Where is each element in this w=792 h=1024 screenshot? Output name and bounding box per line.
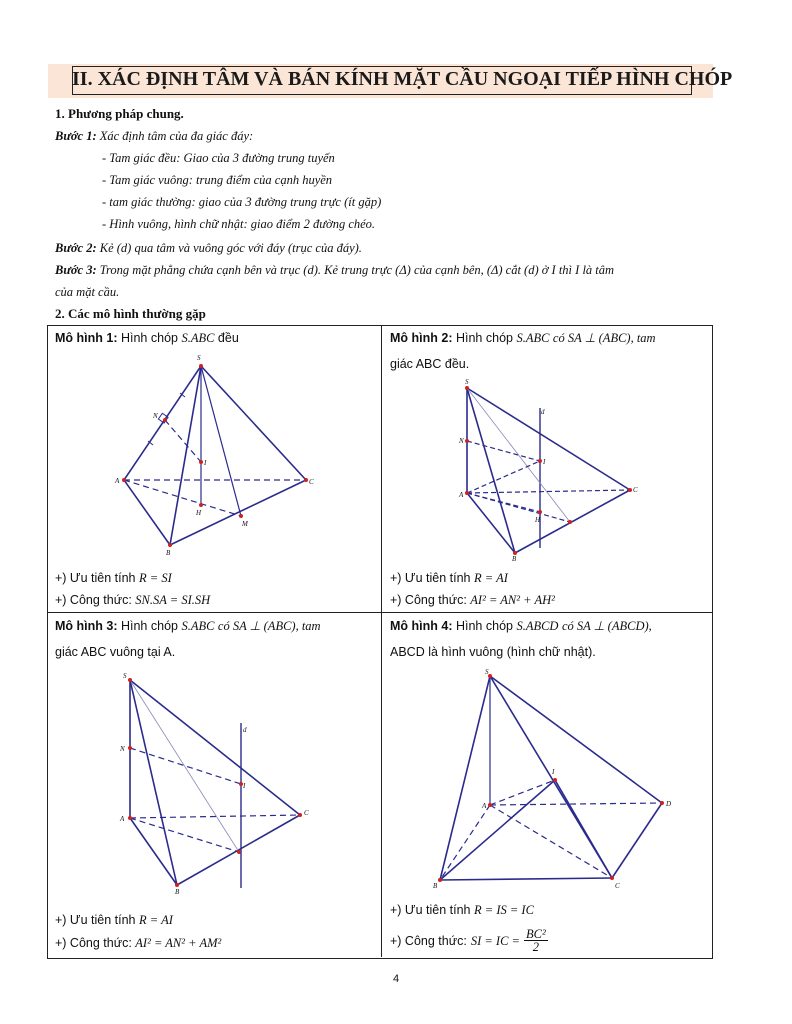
step3-text-b: của mặt cầu. xyxy=(55,285,120,299)
fig2-label-a: A xyxy=(459,491,464,499)
model3-priority xyxy=(55,912,173,928)
model4-desc-line2: ABCD là hình vuông (hình chữ nhật). xyxy=(390,645,596,659)
model4-formula xyxy=(390,928,548,953)
section2-title: 2. Các mô hình thường gặp xyxy=(55,306,206,321)
fig1-label-h: H xyxy=(196,509,202,517)
fig3-label-n: N xyxy=(120,745,125,753)
model3-formula xyxy=(55,935,221,951)
model1-priority-formula: R = SI xyxy=(139,571,172,585)
model3-desc-math: S.ABC xyxy=(181,619,215,633)
model4-label: Mô hình 4: xyxy=(390,619,453,633)
table-divider-vertical xyxy=(381,325,382,957)
fig3-label-b: B xyxy=(175,888,180,896)
fig1-label-n: N xyxy=(153,412,158,420)
fig2-label-i: I xyxy=(543,458,546,466)
model3-priority-prefix: +) Ưu tiên tính xyxy=(55,913,136,927)
model1-desc xyxy=(55,330,239,346)
model1-priority-prefix: +) Ưu tiên tính xyxy=(55,571,136,585)
model1-desc-math: S.ABC xyxy=(181,331,215,345)
fig3-label-d: d xyxy=(243,726,247,734)
model1-formula-prefix: +) Công thức: xyxy=(55,593,132,607)
bullet-4: - Hình vuông, hình chữ nhật: giao điểm 2 đường chéo. xyxy=(102,217,376,231)
fig4-label-s: S xyxy=(485,668,489,676)
model2-desc-a: Hình chóp xyxy=(455,331,513,345)
fig2-label-h: H xyxy=(535,516,541,524)
model4-priority xyxy=(390,902,534,918)
fig2-label-b: B xyxy=(512,555,517,563)
fig3-label-c: C xyxy=(304,809,309,817)
bullet-1: - Tam giác đều: Giao của 3 đường trung tuyến xyxy=(102,151,335,165)
figure-model-1 xyxy=(110,350,330,560)
model2-formula-value: AI² = AN² + AH² xyxy=(470,593,555,607)
model2-desc-math: S.ABC xyxy=(516,331,550,345)
fig2-label-s: S xyxy=(465,378,469,386)
fig4-label-a: A xyxy=(482,802,487,810)
step1-label: Bước 1: xyxy=(55,129,97,143)
model4-desc-math: S.ABCD xyxy=(516,619,559,633)
step3 xyxy=(55,262,614,278)
model3-priority-formula: R = AI xyxy=(139,913,173,927)
fig2-label-c: C xyxy=(633,486,638,494)
model2-priority xyxy=(390,570,508,586)
fig1-label-m: M xyxy=(242,520,248,528)
fig4-label-d: D xyxy=(666,800,672,808)
fig1-label-i: I xyxy=(204,459,207,467)
model3-desc xyxy=(55,618,321,634)
model1-label: Mô hình 1: xyxy=(55,331,118,345)
model3-formula-prefix: +) Công thức: xyxy=(55,936,132,950)
model3-desc-b: có SA ⊥ (ABC), tam xyxy=(217,619,321,633)
bullet-3: - tam giác thường: giao của 3 đường trung trực (ít gặp) xyxy=(102,195,382,209)
step2-label: Bước 2: xyxy=(55,241,97,255)
model4-formula-fraction xyxy=(524,928,548,953)
model4-priority-formula: R = IS = IC xyxy=(474,903,534,917)
step2-text: Kẻ (d) qua tâm và vuông góc với đáy (trục của đáy). xyxy=(99,241,362,255)
fig2-label-n: N xyxy=(459,437,464,445)
fig2-label-d: d xyxy=(541,408,545,416)
page-heading: II. XÁC ĐỊNH TÂM VÀ BÁN KÍNH MẶT CẦU NGOẠI TIẾP HÌNH CHÓP xyxy=(72,68,733,90)
model1-priority xyxy=(55,570,172,586)
fig1-label-b: B xyxy=(166,549,171,557)
step1-text: Xác định tâm của đa giác đáy: xyxy=(99,129,254,143)
model1-desc-b: đều xyxy=(217,331,239,345)
fig1-label-c: C xyxy=(309,478,314,486)
fig4-label-b: B xyxy=(433,882,438,890)
model4-priority-prefix: +) Ưu tiên tính xyxy=(390,903,471,917)
model4-formula-den: 2 xyxy=(532,940,539,954)
model4-formula-lhs: SI = IC = xyxy=(470,933,520,948)
step3-label: Bước 3: xyxy=(55,263,97,277)
model3-label: Mô hình 3: xyxy=(55,619,118,633)
model2-desc-line2: giác ABC đều. xyxy=(390,357,470,371)
model2-priority-prefix: +) Ưu tiên tính xyxy=(390,571,471,585)
fig4-label-c: C xyxy=(615,882,620,890)
step1 xyxy=(55,128,253,144)
model3-desc-a: Hình chóp xyxy=(120,619,178,633)
step3-text-a: Trong mặt phẳng chứa cạnh bên và trục (d). Kẻ trung trực (Δ) của cạnh bên, (Δ) cắt (d) ở I thì I là tâm xyxy=(99,263,615,277)
model2-formula-prefix: +) Công thức: xyxy=(390,593,467,607)
model2-formula xyxy=(390,592,555,608)
fig3-label-s: S xyxy=(123,672,127,680)
fig1-label-s: S xyxy=(197,354,201,362)
fig3-label-a: A xyxy=(120,815,125,823)
fig4-label-i: I xyxy=(552,768,555,776)
model2-priority-formula: R = AI xyxy=(474,571,508,585)
fig3-label-i: I xyxy=(243,782,246,790)
model1-formula xyxy=(55,592,210,608)
page-number: 4 xyxy=(392,973,400,985)
model4-formula-num: BC² xyxy=(525,927,546,941)
model2-label: Mô hình 2: xyxy=(390,331,453,345)
model4-desc xyxy=(390,618,652,634)
figure-model-2 xyxy=(455,378,645,563)
model3-desc-line2: giác ABC vuông tại A. xyxy=(55,645,176,659)
model4-desc-b: có SA ⊥ (ABCD), xyxy=(561,619,652,633)
model2-desc xyxy=(390,330,656,346)
model1-formula-value: SN.SA = SI.SH xyxy=(135,593,211,607)
figure-model-4 xyxy=(430,668,680,893)
fig1-label-a: A xyxy=(115,477,120,485)
model3-formula-value: AI² = AN² + AM² xyxy=(135,936,222,950)
table-divider-horizontal xyxy=(47,612,712,613)
model4-desc-a: Hình chóp xyxy=(455,619,513,633)
bullet-2: - Tam giác vuông: trung điểm của cạnh huyền xyxy=(102,173,333,187)
model2-desc-b: có SA ⊥ (ABC), tam xyxy=(552,331,656,345)
figure-model-3 xyxy=(115,668,320,898)
model4-formula-prefix: +) Công thức: xyxy=(390,933,467,948)
model1-desc-a: Hình chóp xyxy=(120,331,178,345)
step2 xyxy=(55,240,362,256)
section1-title: 1. Phương pháp chung. xyxy=(55,106,184,121)
